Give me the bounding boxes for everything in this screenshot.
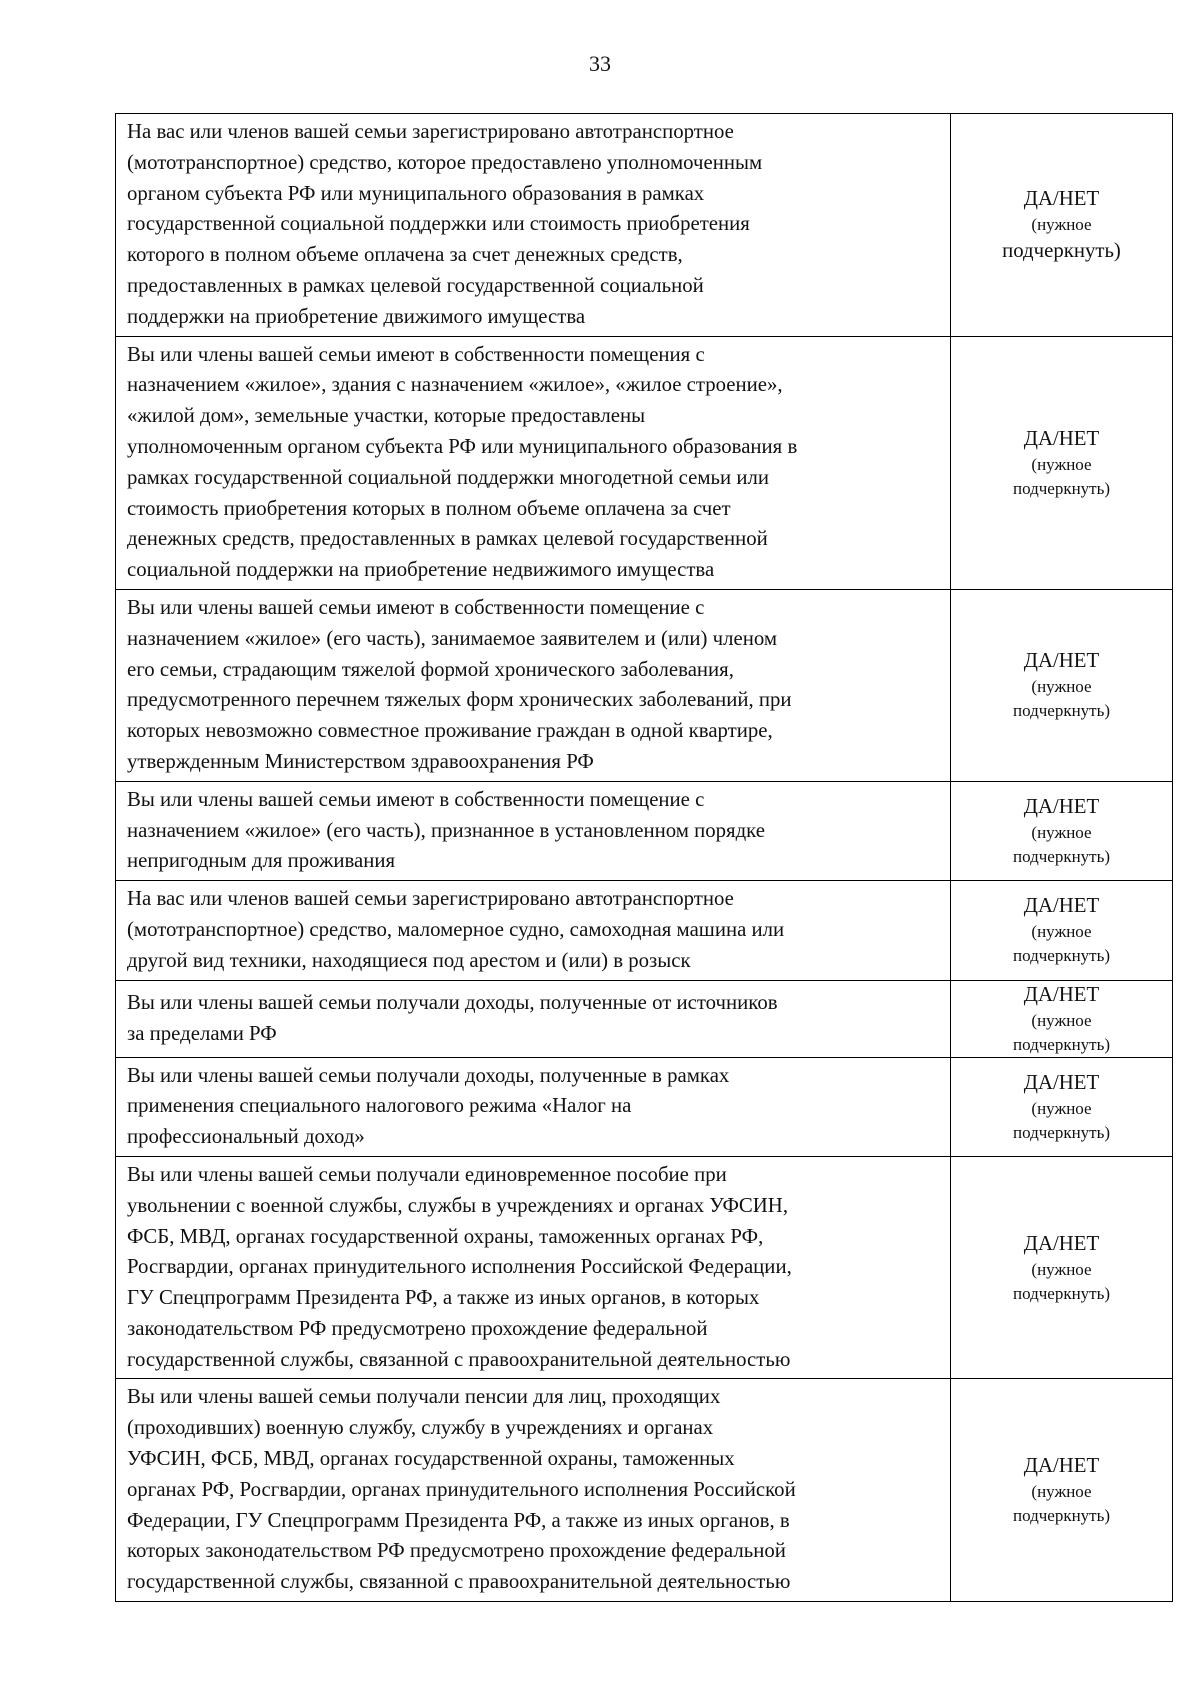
- yes-no-answer[interactable]: ДА/НЕТ: [1023, 186, 1100, 210]
- question-text-line: Вы или члены вашей семьи имеют в собственности помещение с: [127, 595, 705, 619]
- table-row: [116, 1379, 1173, 1602]
- question-text-line: государственной службы, связанной с правоохранительной деятельностью: [127, 1347, 791, 1371]
- answer-hint: (нужное: [1031, 1259, 1092, 1279]
- question-cell: [116, 114, 951, 337]
- answer-hint: (нужное: [1031, 822, 1092, 842]
- answer-hint: (нужное: [1031, 454, 1092, 474]
- question-text-line: рамках государственной социальной поддержки многодетной семьи или: [127, 465, 769, 489]
- question-text-line: предоставленных в рамках целевой государственной социальной: [127, 273, 704, 297]
- question-text-line: стоимость приобретения которых в полном объеме оплачена за счет: [127, 496, 731, 520]
- question-text-line: ГУ Спецпрограмм Президента РФ, а также из иных органов, в которых: [127, 1286, 760, 1310]
- question-text-line: органах РФ, Росгвардии, органах принудительного исполнения Российской: [127, 1477, 796, 1501]
- answer-hint: (нужное: [1031, 214, 1092, 234]
- table-row: [116, 336, 1173, 589]
- question-text-line: Вы или члены вашей семьи получали доходы, полученные от источников: [127, 990, 778, 1014]
- question-text-line: органом субъекта РФ или муниципального образования в рамках: [127, 181, 705, 205]
- question-text-line: Росгвардии, органах принудительного исполнения Российской Федерации,: [127, 1255, 792, 1279]
- question-text-line: Вы или члены вашей семьи имеют в собственности помещения с: [127, 342, 705, 366]
- question-text-line: Федерации, ГУ Спецпрограмм Президента РФ, а также из иных органов, в: [127, 1508, 790, 1532]
- answer-hint: подчеркнуть): [1002, 238, 1121, 262]
- answer-hint: (нужное: [1031, 1482, 1092, 1502]
- question-text-line: которых невозможно совместное проживание граждан в одной квартире,: [127, 719, 773, 743]
- answer-cell[interactable]: [951, 589, 1173, 781]
- table-row: [116, 114, 1173, 337]
- question-cell: [116, 1057, 951, 1156]
- question-text-line: Вы или члены вашей семьи имеют в собственности помещение с: [127, 787, 705, 811]
- question-text-line: назначением «жилое» (его часть), занимаемое заявителем и (или) членом: [127, 626, 778, 650]
- question-text-line: «жилой дом», земельные участки, которые предоставлены: [127, 404, 646, 428]
- answer-cell[interactable]: [951, 1057, 1173, 1156]
- table-row: [116, 589, 1173, 781]
- answer-hint: подчеркнуть): [1012, 1283, 1111, 1303]
- question-text-line: которых законодательством РФ предусмотрено прохождение федеральной: [127, 1539, 786, 1563]
- question-text-line: за пределами РФ: [127, 1021, 277, 1045]
- yes-no-answer[interactable]: ДА/НЕТ: [1023, 426, 1100, 450]
- question-text-line: предусмотренного перечнем тяжелых форм хронических заболеваний, при: [127, 688, 792, 712]
- question-text-line: (мототранспортное) средство, которое предоставлено уполномоченным: [127, 150, 763, 174]
- question-text-line: Вы или члены вашей семьи получали единовременное пособие при: [127, 1162, 727, 1186]
- question-text-line: государственной социальной поддержки или стоимость приобретения: [127, 212, 750, 236]
- answer-cell[interactable]: [951, 1156, 1173, 1379]
- question-cell: [116, 1379, 951, 1602]
- answer-hint: (нужное: [1031, 922, 1092, 942]
- question-cell: [116, 881, 951, 980]
- question-text-line: УФСИН, ФСБ, МВД, органах государственной охраны, таможенных: [127, 1447, 735, 1471]
- question-text-line: поддержки на приобретение движимого имущества: [127, 304, 586, 328]
- question-text-line: непригодным для проживания: [127, 849, 396, 873]
- question-text-line: Вы или члены вашей семьи получали доходы, полученные в рамках: [127, 1063, 730, 1087]
- table-row: [116, 881, 1173, 980]
- question-text-line: применения специального налогового режима «Налог на: [127, 1094, 632, 1118]
- question-cell: [116, 980, 951, 1057]
- yes-no-answer[interactable]: ДА/НЕТ: [1023, 1231, 1100, 1255]
- question-text-line: профессиональный доход»: [127, 1125, 365, 1149]
- table-row: [116, 1057, 1173, 1156]
- yes-no-answer[interactable]: ДА/НЕТ: [1023, 649, 1100, 673]
- question-text-line: увольнении с военной службы, службы в учреждениях и органах УФСИН,: [127, 1193, 789, 1217]
- answer-hint: (нужное: [1031, 677, 1092, 697]
- answer-hint: подчеркнуть): [1012, 1034, 1111, 1054]
- yes-no-answer[interactable]: ДА/НЕТ: [1023, 982, 1100, 1006]
- yes-no-answer[interactable]: ДА/НЕТ: [1023, 1070, 1100, 1094]
- table-row: [116, 980, 1173, 1057]
- answer-cell[interactable]: [951, 114, 1173, 337]
- answer-hint: (нужное: [1031, 1098, 1092, 1118]
- yes-no-answer[interactable]: ДА/НЕТ: [1023, 794, 1100, 818]
- answer-cell[interactable]: [951, 1379, 1173, 1602]
- question-text-line: которого в полном объеме оплачена за счет денежных средств,: [127, 243, 683, 267]
- declaration-table: [115, 113, 1173, 1602]
- answer-cell[interactable]: [951, 336, 1173, 589]
- yes-no-answer[interactable]: ДА/НЕТ: [1023, 894, 1100, 918]
- question-text-line: назначением «жилое», здания с назначением «жилое», «жилое строение»,: [127, 373, 783, 397]
- declaration-table-body: [116, 114, 1173, 1602]
- question-text-line: социальной поддержки на приобретение недвижимого имущества: [127, 558, 715, 582]
- question-text-line: На вас или членов вашей семьи зарегистрировано автотранспортное: [127, 120, 734, 143]
- answer-hint: подчеркнуть): [1012, 946, 1111, 966]
- answer-hint: подчеркнуть): [1012, 846, 1111, 866]
- answer-hint: подчеркнуть): [1012, 1122, 1111, 1142]
- answer-hint: подчеркнуть): [1012, 701, 1111, 721]
- question-text-line: другой вид техники, находящиеся под арестом и (или) в розыск: [127, 948, 691, 972]
- answer-cell[interactable]: [951, 980, 1173, 1057]
- yes-no-answer[interactable]: ДА/НЕТ: [1023, 1454, 1100, 1478]
- question-text-line: государственной службы, связанной с правоохранительной деятельностью: [127, 1570, 791, 1594]
- answer-cell[interactable]: [951, 881, 1173, 980]
- page-number: 33: [589, 51, 611, 76]
- answer-hint: подчеркнуть): [1012, 1506, 1111, 1526]
- table-row: [116, 1156, 1173, 1379]
- answer-hint: (нужное: [1031, 1010, 1092, 1030]
- question-text-line: На вас или членов вашей семьи зарегистрировано автотранспортное: [127, 887, 734, 911]
- table-row: [116, 781, 1173, 880]
- question-text-line: утвержденным Министерством здравоохранения РФ: [127, 749, 594, 773]
- question-text-line: уполномоченным органом субъекта РФ или муниципального образования в: [127, 434, 798, 458]
- question-text-line: денежных средств, предоставленных в рамках целевой государственной: [127, 527, 768, 551]
- question-cell: [116, 589, 951, 781]
- question-text-line: его семьи, страдающим тяжелой формой хронического заболевания,: [127, 657, 734, 681]
- question-text-line: Вы или члены вашей семьи получали пенсии для лиц, проходящих: [127, 1385, 721, 1409]
- question-text-line: законодательством РФ предусмотрено прохождение федеральной: [127, 1316, 708, 1340]
- answer-cell[interactable]: [951, 781, 1173, 880]
- question-cell: [116, 1156, 951, 1379]
- question-text-line: (проходивших) военную службу, службу в учреждениях и органах: [127, 1416, 714, 1440]
- answer-hint: подчеркнуть): [1012, 478, 1111, 498]
- question-text-line: ФСБ, МВД, органах государственной охраны, таможенных органах РФ,: [127, 1224, 764, 1248]
- question-cell: [116, 336, 951, 589]
- question-text-line: назначением «жилое» (его часть), признанное в установленном порядке: [127, 818, 765, 842]
- question-cell: [116, 781, 951, 880]
- question-text-line: (мототранспортное) средство, маломерное судно, самоходная машина или: [127, 917, 785, 941]
